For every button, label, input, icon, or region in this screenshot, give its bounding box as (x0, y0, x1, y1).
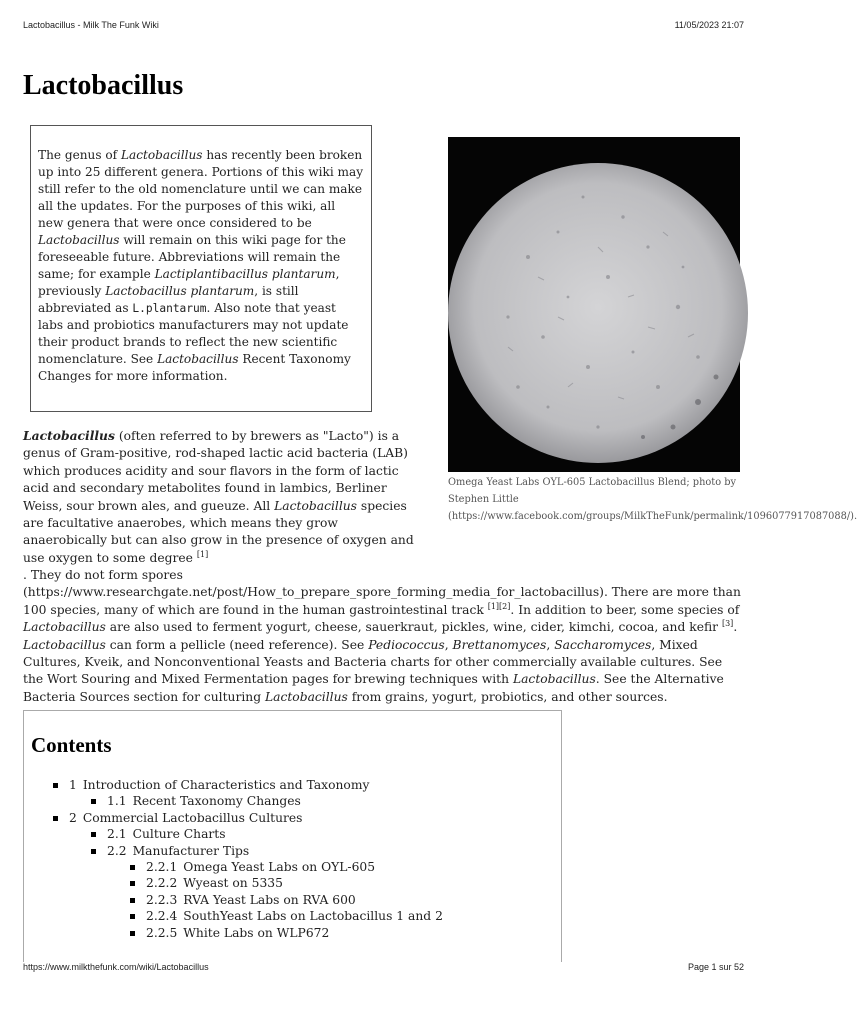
page-title: Lactobacillus (23, 70, 184, 101)
print-footer-url: https://www.milkthefunk.com/wiki/Lactobacillus (23, 962, 209, 972)
print-header-title: Lactobacillus - Milk The Funk Wiki (23, 20, 159, 30)
print-footer-page: Page 1 sur 52 (687, 962, 744, 972)
intro-paragraph: Lactobacillus (often referred to by brewers as "Lacto") is a genus of Gram-positive, rod-shaped lactic acid bacteria (LAB) which produces acidity and sour flavors in the form of lactic acid and secondary metabolites found in lambics, Berliner Weiss, sour brown ales, and gueuze. All Lactobacillus species are facultative anaerobes, which means they grow anaerobically but can also grow in the presence of oxygen and use oxygen to some degree [1] (23, 428, 414, 565)
code-abbreviation: L.plantarum (132, 302, 207, 315)
pediococcus-link[interactable]: Pediococcus (368, 637, 445, 652)
photo-caption: Omega Yeast Labs OYL-605 Lactobacillus Blend; photo by Stephen Little (https://www.facebook.com/groups/MilkTheFunk/permalink/1096077917087088/). (448, 477, 857, 522)
toc-item[interactable]: 1 Introduction of Characteristics and Taxonomy (52, 777, 443, 793)
toc-item[interactable]: 2.2.1 Omega Yeast Labs on OYL-605 (129, 859, 443, 875)
toc-item[interactable]: 2.2.5 White Labs on WLP672 (129, 925, 443, 941)
toc-list (52, 777, 443, 941)
microscope-photo[interactable] (448, 137, 740, 472)
brettanomyces-link[interactable]: Brettanomyces (452, 637, 547, 652)
toc-item[interactable]: 2.2 Manufacturer Tips (90, 843, 443, 859)
toc-item[interactable]: 2.2.4 SouthYeast Labs on Lactobacillus 1 and 2 (129, 908, 443, 924)
taxonomy-link[interactable]: Recent Taxonomy Changes for more information. (38, 352, 351, 383)
toc-item[interactable]: 2 Commercial Lactobacillus Cultures (52, 810, 443, 826)
toc-item[interactable]: 2.2.2 Wyeast on 5335 (129, 875, 443, 891)
saccharomyces-link[interactable]: Saccharomyces (554, 637, 652, 652)
citation-ref[interactable]: [1] (196, 549, 209, 559)
toc-item[interactable]: 2.1 Culture Charts (90, 826, 443, 842)
print-header-datetime: 11/05/2023 21:07 (674, 20, 744, 30)
citation-ref[interactable]: [1][2] (487, 601, 511, 611)
table-of-contents (23, 710, 562, 962)
toc-item[interactable]: 1.1 Recent Taxonomy Changes (90, 793, 443, 809)
toc-title: Contents (31, 733, 112, 757)
toc-item[interactable]: 2.2.3 RVA Yeast Labs on RVA 600 (129, 892, 443, 908)
intro-paragraph-continued: . They do not form spores (https://www.researchgate.net/post/How_to_prepare_spore_forming_media_for_lactobacillus). There are more than 100 species, many of which are found in the human gastrointestinal track [1][2]. In addition to beer, some species of Lactobacillus are also used to ferment yogurt, cheese, sauerkraut, pickles, wine, cider, kimchi, cocoa, and kefir [3]. Lactobacillus can form a pellicle (need reference). See Pediococcus, Brettanomyces, Saccharomyces, Mixed Cultures, Kveik, and Nonconventional Yeasts and Bacteria charts for other commercially available cultures. See the Wort Souring and Mixed Fermentation pages for brewing techniques with Lactobacillus. See the Alternative Bacteria Sources section for culturing Lactobacillus from grains, yogurt, probiotics, and other sources. (23, 568, 741, 704)
microscope-image (448, 137, 740, 472)
taxonomy-notice-box: The genus of Lactobacillus has recently been broken up into 25 different genera. Portions of this wiki may still refer to the old nomenclature until we can make all the updates. For the purposes of this wiki, all new genera that were once considered to be Lactobacillus will remain on this wiki page for the foreseeable future. Abbreviations will remain the same; for example Lactiplantibacillus plantarum, previously Lactobacillus plantarum, is still abbreviated as L.plantarum. Also note that yeast labs and probiotics manufacturers may not update their product brands to reflect the new scientific nomenclature. See Lactobacillus Recent Taxonomy Changes for more information. (30, 125, 372, 412)
citation-ref[interactable]: [3] (721, 619, 734, 629)
